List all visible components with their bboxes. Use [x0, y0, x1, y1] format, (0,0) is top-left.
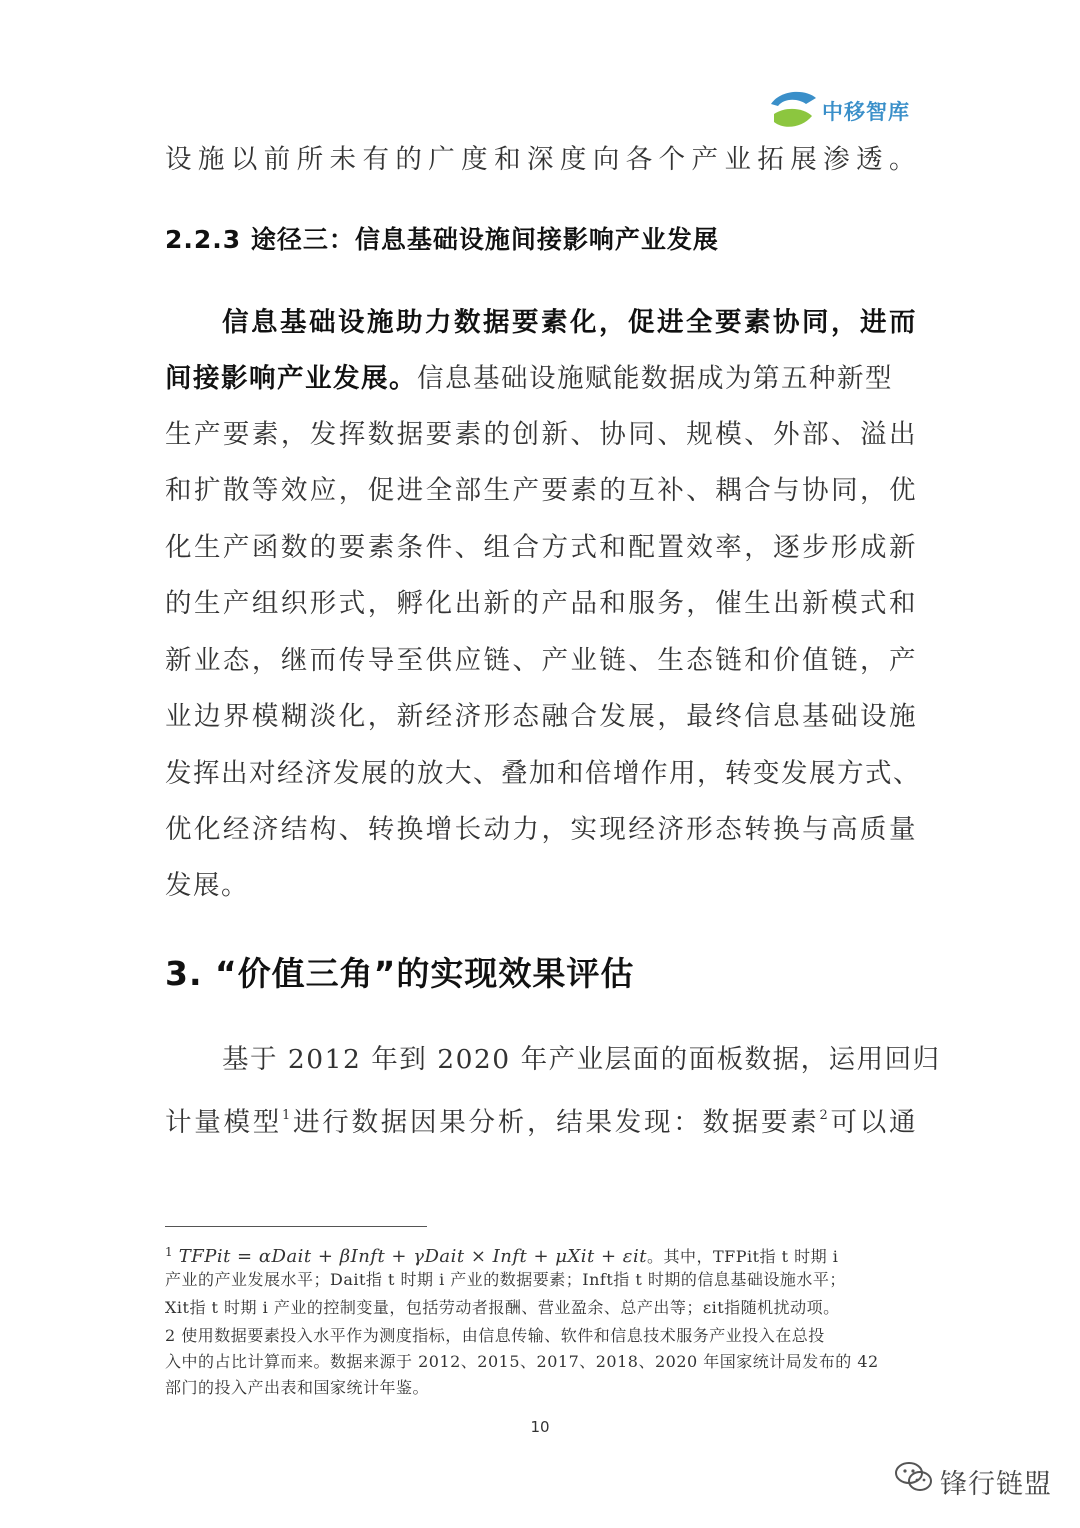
footnote-ref-2[interactable]: 2 [819, 1108, 830, 1123]
paragraph-lead-end: 间接影响产业发展。 [165, 363, 417, 394]
paragraph-line: 生产要素，发挥数据要素的创新、协同、规模、外部、溢出 [165, 419, 917, 450]
paragraph-line: 化生产函数的要素条件、组合方式和配置效率，逐步形成新 [165, 532, 917, 563]
footnote-2-line: 入中的占比计算而来。数据来源于 2012、2015、2017、2018、2020 年国家统计局发布的 42 [165, 1352, 879, 1371]
footnote-2-line: 部门的投入产出表和国家统计年鉴。 [165, 1378, 430, 1397]
footnote-divider [165, 1226, 427, 1227]
footnote-1-text: 。其中，TFPit指 t 时期 i [646, 1247, 839, 1266]
paragraph-line: 基于 2012 年到 2020 年产业层面的面板数据，运用回归 [222, 1044, 941, 1075]
watermark-text: 锋行链盟 [940, 1469, 1052, 1500]
paragraph-line: 优化经济结构、转换增长动力，实现经济形态转换与高质量 [165, 814, 917, 845]
footnote-2-line: 2 使用数据要素投入水平作为测度指标，由信息传输、软件和信息技术服务产业投入在总投 [165, 1326, 825, 1345]
footnote-1-line [165, 1240, 917, 1269]
text-span: 计量模型 [165, 1107, 282, 1138]
paragraph-lead-line: 信息基础设施助力数据要素化，促进全要素协同，进而 [222, 307, 917, 338]
logo-text: 中移智库 [822, 100, 910, 124]
paragraph-line: 发挥出对经济发展的放大、叠加和倍增作用，转变发展方式、 [165, 758, 921, 789]
footnote-1-line: 产业的产业发展水平；Dait指 t 时期 i 产业的数据要素；Inft指 t 时期的信息基础设施水平； [165, 1270, 846, 1289]
paragraph-line: 新业态，继而传导至供应链、产业链、生态链和价值链，产 [165, 645, 917, 676]
text-span: 进行数据因果分析，结果发现：数据要素 [291, 1107, 820, 1138]
paragraph-line: 业边界模糊淡化，新经济形态融合发展，最终信息基础设施 [165, 701, 917, 732]
wechat-icon [894, 1460, 934, 1494]
paragraph-line: 的生产组织形式，孵化出新的产品和服务，催生出新模式和 [165, 588, 917, 619]
paragraph-line: 和扩散等效应，促进全部生产要素的互补、耦合与协同，优 [165, 475, 917, 506]
text-span: 可以通 [829, 1107, 918, 1138]
footnote-ref-1[interactable]: 1 [282, 1108, 292, 1123]
paragraph-line-rest: 信息基础设施赋能数据成为第五种新型 [417, 363, 893, 394]
paragraph-line [165, 1096, 917, 1143]
intro-paragraph-line: 设施以前所未有的广度和深度向各个产业拓展渗透。 [165, 144, 917, 175]
paragraph-line: 发展。 [165, 870, 249, 901]
page-number: 10 [530, 1418, 550, 1436]
section-heading-2-2-3: 2.2.3 途径三：信息基础设施间接影响产业发展 [165, 225, 719, 254]
footnote-1-number: 1 [165, 1245, 174, 1259]
footnote-1-line: Xit指 t 时期 i 产业的控制变量，包括劳动者报酬、营业盈余、总产出等；εit指随机扰动项。 [165, 1298, 840, 1317]
section-heading-3: 3. “价值三角”的实现效果评估 [165, 954, 635, 993]
paragraph-line [165, 359, 917, 399]
footnote-1-formula: TFPit = αDait + βInft + γDait × Inft + μXit + εit [178, 1246, 647, 1267]
